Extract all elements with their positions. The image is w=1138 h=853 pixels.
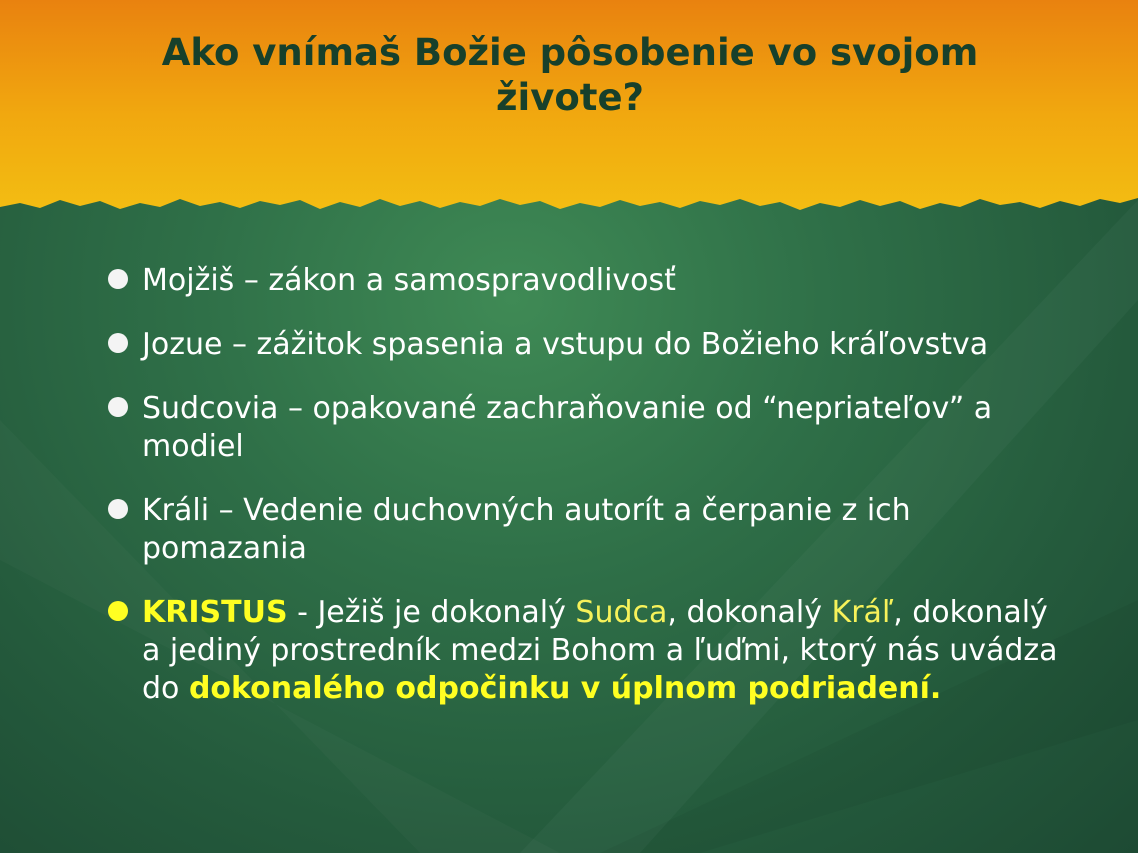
bullet-item (108, 390, 1068, 466)
rest-phrase: dokonalého odpočinku v úplnom podriadení. (188, 671, 942, 706)
bullet-item (108, 262, 1068, 300)
bullet-text: Mojžiš – zákon a samospravodlivosť (142, 263, 676, 298)
bullet-list (108, 262, 1068, 734)
bullet-dot-icon (108, 333, 128, 353)
kristus-label: KRISTUS (142, 595, 288, 630)
judge-word: Sudca (575, 595, 668, 630)
bullet-dot-icon (108, 499, 128, 519)
bullet-text: Sudcovia – opakované zachraňovanie od “nepriateľov” a modiel (142, 391, 993, 464)
bullet-text: Králi – Vedenie duchovných autorít a čerpanie z ich pomazania (142, 493, 911, 566)
king-word: Kráľ (831, 595, 894, 630)
bullet-dot-icon (108, 269, 128, 289)
bullet-text-part: , dokonalý (667, 595, 832, 630)
bullet-dot-icon (108, 397, 128, 417)
bullet-item-kristus (108, 594, 1068, 708)
bullet-item (108, 492, 1068, 568)
bullet-text: Jozue – zážitok spasenia a vstupu do Božieho kráľovstva (142, 327, 989, 362)
bullet-dot-icon (108, 601, 128, 621)
bullet-text-part: , dokonalý a jediný prostredník medzi Bohom a ľuďmi, ktorý nás uvádza do (142, 595, 1058, 706)
bullet-item (108, 326, 1068, 364)
slide-title: Ako vnímaš Božie pôsobenie vo svojom živote? (161, 31, 979, 119)
bullet-text-part: - Ježiš je dokonalý (287, 595, 576, 630)
